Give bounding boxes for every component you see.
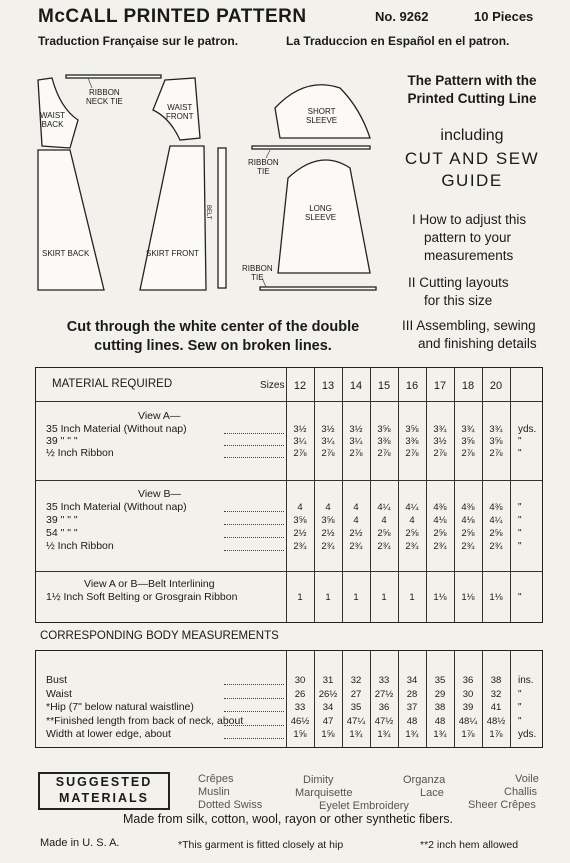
view-a-row-value: 3½: [433, 436, 447, 447]
body-row-value: 27½: [374, 688, 394, 700]
promo-guide: GUIDE: [441, 171, 503, 190]
made-in-usa: Made in U. S. A.: [40, 837, 120, 849]
size-header: 18: [461, 380, 475, 392]
body-row-value: 34: [322, 702, 334, 713]
belting-value: 1: [353, 592, 359, 603]
skirt-front-label: SKIRT FRONT: [146, 249, 200, 258]
view-b-title: View B—: [138, 488, 181, 500]
view-a-row-value: 3⅝: [405, 424, 419, 435]
view-a-row-unit: yds.: [518, 424, 537, 435]
dotted-leader: [224, 550, 284, 551]
dotted-leader: [224, 457, 284, 458]
body-row-value: 48¼: [458, 715, 478, 727]
body-row-value: 47½: [374, 715, 394, 727]
body-row-value: 34: [406, 675, 418, 686]
view-a-row-value: 3⅝: [377, 424, 391, 435]
view-b-row-value: 2⅝: [377, 528, 391, 539]
material-item: Voile: [515, 773, 539, 785]
pattern-title: McCALL PRINTED PATTERN: [38, 6, 307, 27]
ribbon-tie-piece: [252, 146, 370, 149]
body-row-value: 38: [490, 675, 502, 686]
view-a-row-value: 3½: [321, 424, 335, 435]
view-b-row-value: 2¾: [377, 541, 391, 552]
view-a-row-value: 3¼: [293, 436, 307, 447]
short-sleeve-label: SHORT SLEEVE: [306, 107, 338, 125]
body-row-value: 36: [378, 702, 390, 713]
view-a-row-value: 3¾: [461, 424, 475, 435]
body-row-value: 1¾: [433, 729, 447, 740]
material-required-table: [35, 367, 543, 623]
ribbon-tie-label: RIBBON TIE: [242, 264, 273, 282]
body-row-label: **Finished length from back of neck, about: [46, 714, 244, 727]
view-a-row-value: 3⅝: [489, 436, 503, 447]
body-row-value: 31: [322, 675, 334, 686]
body-row-label: Waist: [46, 687, 72, 700]
dotted-leader: [224, 698, 284, 699]
dotted-leader: [224, 725, 284, 726]
size-header: 17: [433, 380, 447, 392]
view-b-row-unit: ": [518, 528, 522, 539]
view-b-row-label: 35 Inch Material (Without nap): [46, 501, 187, 513]
size-header: 12: [293, 380, 307, 392]
material-item: Marquisette: [295, 787, 353, 799]
body-row-value: 35: [350, 702, 362, 713]
view-a-row-unit: ": [518, 436, 522, 447]
view-a-row-value: 3⅜: [377, 436, 391, 447]
view-b-row-value: 2½: [293, 528, 307, 539]
guide-item-3: III Assembling, sewing and finishing details: [402, 318, 537, 351]
view-b-row-value: 2⅝: [489, 528, 503, 539]
size-header: 16: [405, 380, 419, 392]
body-row-value: 38: [434, 702, 446, 713]
belting-value: 1: [381, 592, 387, 603]
body-row-value: 26½: [318, 688, 338, 700]
body-row-value: 48: [406, 715, 418, 727]
body-measurements-header: CORRESPONDING BODY MEASUREMENTS: [40, 630, 279, 642]
body-row-value: 39: [462, 702, 474, 713]
dotted-leader: [224, 711, 284, 712]
view-b-row-value: 4⅜: [461, 502, 475, 513]
view-a-row-label: 39 " " ": [46, 435, 78, 447]
body-row-value: 29: [434, 688, 446, 700]
view-b-row-value: 2¾: [433, 541, 447, 552]
material-item: Dimity: [303, 774, 334, 786]
dotted-leader: [224, 511, 284, 512]
ribbon-tie-label: RIBBON TIE: [248, 158, 279, 176]
waist-back-label: WAIST BACK: [40, 111, 66, 129]
suggested-materials-box: SUGGESTED MATERIALS: [38, 772, 170, 810]
hem-note: **2 inch hem allowed: [420, 839, 519, 851]
view-b-row-value: 4⅛: [433, 515, 447, 526]
view-a-row-value: 2⅞: [293, 448, 307, 459]
body-row-value: 47: [322, 715, 334, 727]
dotted-leader: [224, 537, 284, 538]
dotted-leader: [224, 684, 284, 685]
size-header: 20: [489, 380, 503, 392]
ribbon-tie-piece: [260, 287, 376, 290]
view-b-row-label: ½ Inch Ribbon: [46, 540, 114, 552]
view-a-row-label: ½ Inch Ribbon: [46, 447, 114, 459]
view-b-row-value: 2¾: [461, 541, 475, 552]
body-measurements-table: [35, 650, 543, 748]
skirt-front-piece: [140, 146, 206, 290]
view-b-row-value: 4: [409, 515, 415, 526]
dotted-leader: [224, 524, 284, 525]
body-row-value: 1⅞: [489, 729, 503, 740]
body-row-unit: ": [518, 715, 522, 727]
view-b-row-value: 4¼: [489, 515, 503, 526]
body-row-value: 1⅝: [293, 729, 307, 740]
dotted-leader: [224, 433, 284, 434]
size-header: 13: [321, 380, 335, 392]
view-a-row-value: 2⅞: [461, 448, 475, 459]
view-b-row-value: 4: [297, 502, 303, 513]
body-row-value: 1⅞: [461, 729, 475, 740]
body-row-value: 32: [350, 675, 362, 686]
view-b-row-value: 4: [353, 515, 359, 526]
view-a-title: View A—: [138, 410, 181, 422]
view-a-row-value: 3¾: [489, 424, 503, 435]
size-header: 14: [349, 380, 363, 392]
body-row-unit: ": [518, 702, 522, 713]
view-a-row-value: 3¼: [349, 436, 363, 447]
size-header: 15: [377, 380, 391, 392]
belting-line-2: 1½ Inch Soft Belting or Grosgrain Ribbon: [46, 591, 238, 603]
view-b-row-value: 2⅝: [433, 528, 447, 539]
view-b-row-value: 4¼: [377, 502, 391, 513]
pattern-number: No. 9262: [375, 9, 429, 24]
belting-value: 1⅛: [461, 592, 475, 603]
body-row-value: 26: [294, 688, 306, 700]
view-a-row-value: 3½: [293, 424, 307, 435]
belting-unit: ": [518, 592, 522, 603]
view-b-row-value: 2¾: [349, 541, 363, 552]
material-item: Dotted Swiss: [198, 799, 263, 811]
waist-front-label: WAIST FRONT: [166, 103, 194, 121]
body-row-value: 48½: [486, 715, 506, 727]
view-a-row-value: 3⅝: [461, 436, 475, 447]
belting-line-1: View A or B—Belt Interlining: [84, 578, 215, 590]
body-row-value: 35: [434, 675, 446, 686]
fabric-note: Made from silk, cotton, wool, rayon or other synthetic fibers.: [123, 812, 453, 826]
view-b-row-value: 4¼: [405, 502, 419, 513]
view-a-row-value: 3½: [349, 424, 363, 435]
long-sleeve-label: LONG SLEEVE: [305, 204, 337, 222]
french-translation-note: Traduction Française sur le patron.: [38, 34, 239, 48]
view-b-row-value: 4: [381, 515, 387, 526]
body-row-value: 28: [406, 688, 418, 700]
material-header: MATERIAL REQUIRED: [52, 378, 173, 390]
material-item: Eyelet Embroidery: [319, 800, 409, 812]
promo-line-2: Printed Cutting Line: [407, 91, 537, 106]
view-b-row-value: 4⅜: [489, 502, 503, 513]
view-b-row-value: 2⅝: [405, 528, 419, 539]
guide-item-1: I How to adjust this pattern to your measurements: [412, 212, 527, 263]
sizes-label: Sizes: [260, 380, 285, 391]
view-a-row-value: 2⅞: [405, 448, 419, 459]
body-row-value: 41: [490, 702, 502, 713]
skirt-back-label: SKIRT BACK: [42, 249, 90, 258]
view-b-row-value: 2½: [349, 528, 363, 539]
view-b-row-value: 2¾: [293, 541, 307, 552]
material-item: Sheer Crêpes: [468, 799, 536, 811]
body-row-value: 1¾: [405, 729, 419, 740]
ribbon-neck-tie-label: RIBBON NECK TIE: [86, 88, 123, 106]
body-row-value: 33: [294, 702, 306, 713]
dotted-leader: [224, 738, 284, 739]
view-a-row-value: 2⅞: [349, 448, 363, 459]
promo-including: including: [440, 127, 504, 144]
guide-item-2: II Cutting layouts for this size: [408, 275, 509, 308]
body-row-value: 27: [350, 688, 362, 700]
material-item: Lace: [420, 787, 444, 799]
body-row-value: 1⅝: [321, 729, 335, 740]
view-b-row-unit: ": [518, 541, 522, 552]
body-row-value: 30: [462, 688, 474, 700]
belting-value: 1⅛: [489, 592, 503, 603]
body-row-unit: ": [518, 688, 522, 700]
dotted-leader: [224, 445, 284, 446]
body-row-value: 36: [462, 675, 474, 686]
view-b-row-value: 2½: [321, 528, 335, 539]
piece-count: 10 Pieces: [474, 9, 534, 24]
cut-instruction: Cut through the white center of the double cutting lines. Sew on broken lines.: [66, 319, 360, 354]
body-row-value: 1¾: [377, 729, 391, 740]
view-b-row-value: 4: [353, 502, 359, 513]
view-b-row-label: 54 " " ": [46, 527, 78, 539]
body-row-value: 37: [406, 702, 418, 713]
view-b-row-value: 2¾: [405, 541, 419, 552]
view-a-row-value: 3¾: [433, 424, 447, 435]
material-item: Organza: [403, 774, 446, 786]
body-row-value: 30: [294, 675, 306, 686]
promo-cut-sew: CUT AND SEW: [404, 149, 540, 168]
view-a-row-value: 2⅞: [433, 448, 447, 459]
skirt-back-piece: [38, 150, 104, 290]
view-a-row-unit: ": [518, 448, 522, 459]
view-b-row-value: 2¾: [321, 541, 335, 552]
body-row-label: Bust: [46, 674, 68, 686]
belt-piece: [218, 148, 226, 288]
view-a-row-value: 3⅜: [405, 436, 419, 447]
view-b-row-value: 4⅜: [433, 502, 447, 513]
view-b-row-label: 39 " " ": [46, 514, 78, 526]
view-b-row-unit: ": [518, 502, 522, 513]
body-row-unit: ins.: [518, 675, 534, 686]
view-a-row-label: 35 Inch Material (Without nap): [46, 423, 187, 435]
view-a-row-value: 2⅞: [377, 448, 391, 459]
ribbon-neck-tie-piece: [66, 75, 161, 78]
view-b-row-value: 3⅝: [321, 515, 335, 526]
body-row-label: Width at lower edge, about: [46, 728, 171, 740]
body-row-value: 46½: [290, 715, 310, 727]
belt-label: BELT: [205, 205, 211, 220]
view-b-row-value: 2⅝: [461, 528, 475, 539]
belting-value: 1: [409, 592, 415, 603]
body-row-unit: yds.: [518, 729, 537, 740]
body-row-label: *Hip (7" below natural waistline): [46, 701, 194, 713]
promo-line-1: The Pattern with the: [407, 73, 537, 88]
body-row-value: 1¾: [349, 729, 363, 740]
view-b-row-unit: ": [518, 515, 522, 526]
hip-fit-note: *This garment is fitted closely at hip: [178, 839, 344, 851]
material-item: Challis: [504, 786, 538, 798]
pattern-pieces-diagram: [30, 68, 380, 300]
spanish-translation-note: La Traduccion en Español en el patron.: [286, 34, 510, 48]
view-a-row-value: 2⅞: [489, 448, 503, 459]
material-item: Muslin: [198, 786, 230, 798]
belting-value: 1: [325, 592, 331, 603]
material-item: Crêpes: [198, 773, 234, 785]
view-b-row-value: 3⅝: [293, 515, 307, 526]
belting-value: 1: [297, 592, 303, 603]
view-a-row-value: 3¼: [321, 436, 335, 447]
body-row-value: 47¼: [346, 715, 366, 727]
belting-value: 1⅛: [433, 592, 447, 603]
view-b-row-value: 4⅛: [461, 515, 475, 526]
view-a-row-value: 2⅞: [321, 448, 335, 459]
view-b-row-value: 4: [325, 502, 331, 513]
body-row-value: 48: [434, 715, 446, 727]
view-b-row-value: 2¾: [489, 541, 503, 552]
body-row-value: 33: [378, 675, 390, 686]
body-row-value: 32: [490, 688, 502, 700]
